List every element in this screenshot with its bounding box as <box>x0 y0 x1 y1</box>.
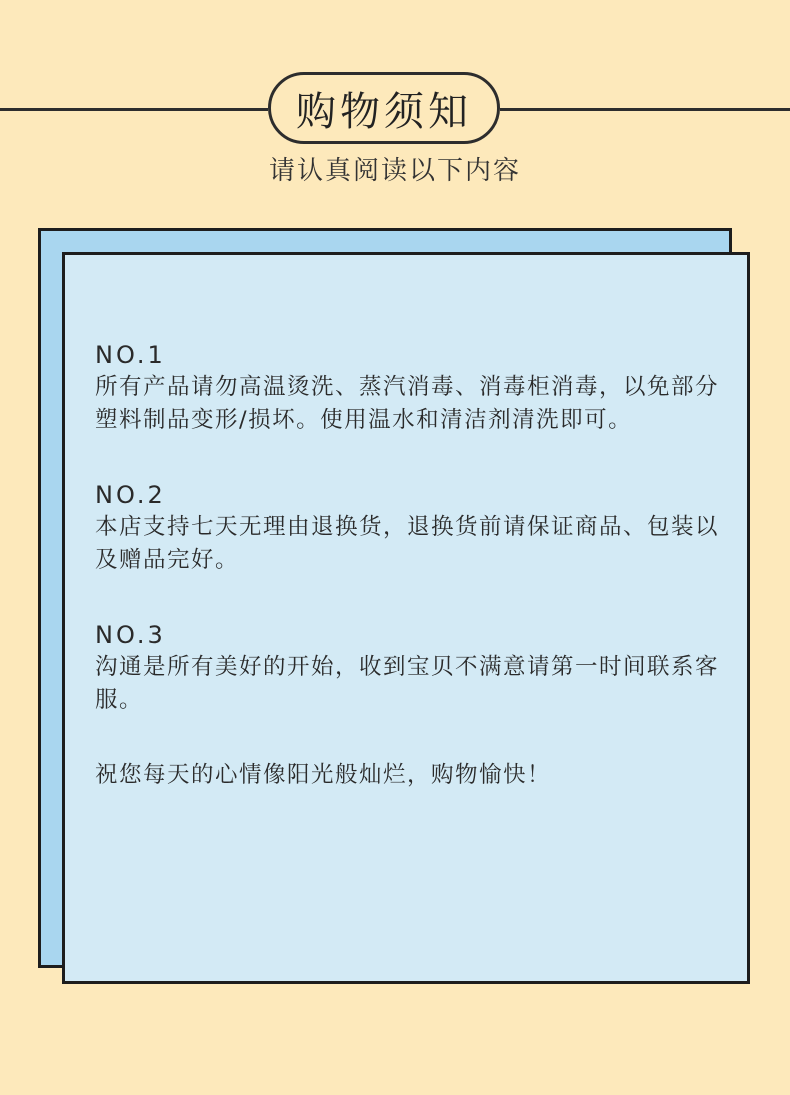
notice-item-3 <box>95 619 725 717</box>
page-title: 购物须知 <box>296 88 472 135</box>
notice-content <box>95 339 725 792</box>
title-badge <box>268 72 500 144</box>
notice-text: 所有产品请勿高温烫洗、蒸汽消毒、消毒柜消毒，以免部分塑料制品变形/损坏。使用温水和清洁剂清洗即可。 <box>95 374 720 433</box>
notice-heading: NO.1 <box>95 341 166 369</box>
notice-text: 沟通是所有美好的开始，收到宝贝不满意请第一时间联系客服。 <box>95 654 720 713</box>
closing-message: 祝您每天的心情像阳光般灿烂，购物愉快！ <box>95 762 552 788</box>
page-subtitle: 请认真阅读以下内容 <box>268 156 521 186</box>
notice-heading: NO.3 <box>95 621 166 649</box>
header-divider-left <box>0 108 268 111</box>
notice-heading: NO.2 <box>95 481 166 509</box>
notice-item-1 <box>95 339 725 437</box>
notice-item-2 <box>95 479 725 577</box>
notice-text: 本店支持七天无理由退换货，退换货前请保证商品、包装以及赠品完好。 <box>95 514 720 573</box>
notice-card <box>62 252 750 984</box>
header-divider-right <box>500 108 790 111</box>
